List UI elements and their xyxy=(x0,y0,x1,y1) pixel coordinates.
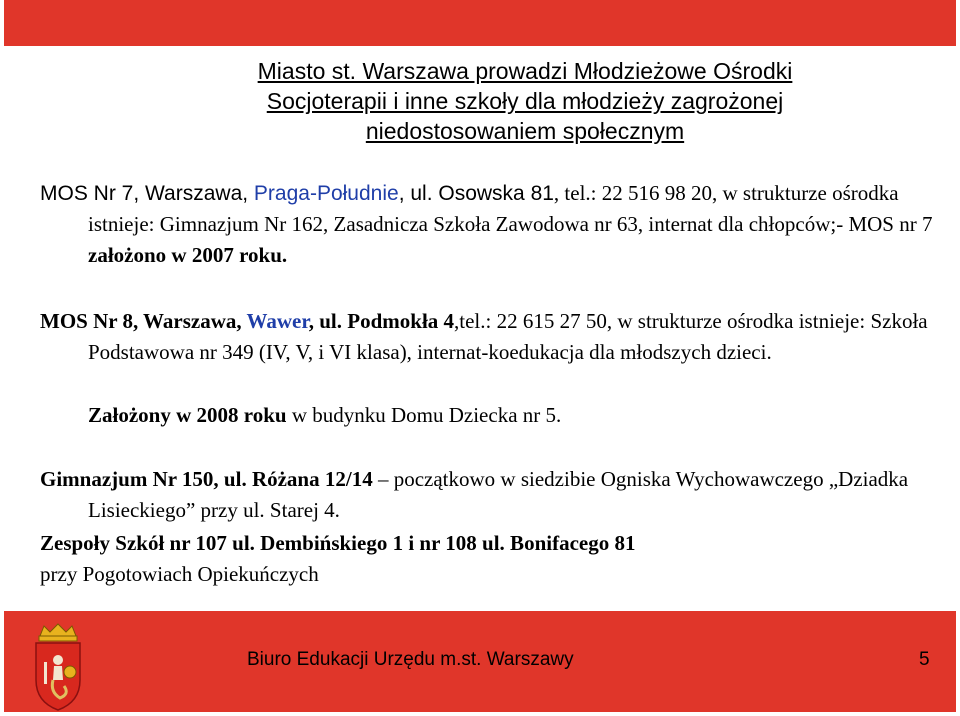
mos8-founded-line xyxy=(88,400,960,431)
gimnazjum-150-head: Gimnazjum Nr 150, ul. Różana 12/14 xyxy=(40,467,373,491)
gimnazjum-150-paragraph xyxy=(40,464,960,526)
footer-text: Biuro Edukacji Urzędu m.st. Warszawy xyxy=(247,649,574,670)
zespoly-paragraph xyxy=(40,528,960,590)
mos8-district: Wawer xyxy=(246,309,309,333)
mos8-founded: Założony w 2008 roku xyxy=(88,403,287,427)
title-line-2: Socjoterapii i inne szkoły dla młodzieży zagrożonej xyxy=(266,88,784,114)
mos7-district: Praga-Południe xyxy=(253,182,399,205)
mos7-body: , tel.: 22 516 98 20, w strukturze ośrodka istnieje: Gimnazjum Nr 162, Zasadnicza Szkoła Zawodowa nr 63, internat dla chłopców;- MOS nr 7 xyxy=(88,181,933,236)
mos8-body: ,tel.: 22 615 27 50, w strukturze ośrodka istnieje: Szkoła Podstawowa nr 349 (IV, V, i VI klasa), internat-koedukacja dla młodszych dzieci. xyxy=(88,309,928,364)
header-band xyxy=(0,0,960,52)
title-line-1: Miasto st. Warszawa prowadzi Młodzieżowe Ośrodki xyxy=(257,58,793,84)
zespoly-body: przy Pogotowiach Opiekuńczych xyxy=(40,562,319,586)
mos8-head-1: MOS Nr 8, Warszawa, xyxy=(40,309,247,333)
slide-title xyxy=(180,56,870,146)
mos8-head-2: , ul. Podmokła 4 xyxy=(308,309,455,333)
title-line-3: niedostosowaniem społecznym xyxy=(365,118,685,144)
mos8-paragraph xyxy=(40,306,960,368)
mos7-head-1: MOS Nr 7, Warszawa, xyxy=(40,182,254,205)
zespoly-head: Zespoły Szkół nr 107 ul. Dembińskiego 1 i nr 108 ul. Bonifacego 81 xyxy=(40,531,636,555)
mos8-founded-rest: w budynku Domu Dziecka nr 5. xyxy=(286,403,562,427)
mos7-paragraph xyxy=(40,178,960,271)
gimnazjum-150-body: – początkowo w siedzibie Ogniska Wychowawczego „Dziadka Lisieckiego” przy ul. Starej 4. xyxy=(88,467,909,522)
mos7-head-2: , ul. Osowska 81 xyxy=(398,182,554,205)
mos7-founded: założono w 2007 roku. xyxy=(88,243,288,267)
page-number: 5 xyxy=(919,649,930,670)
warsaw-coat-of-arms-icon xyxy=(30,622,86,712)
